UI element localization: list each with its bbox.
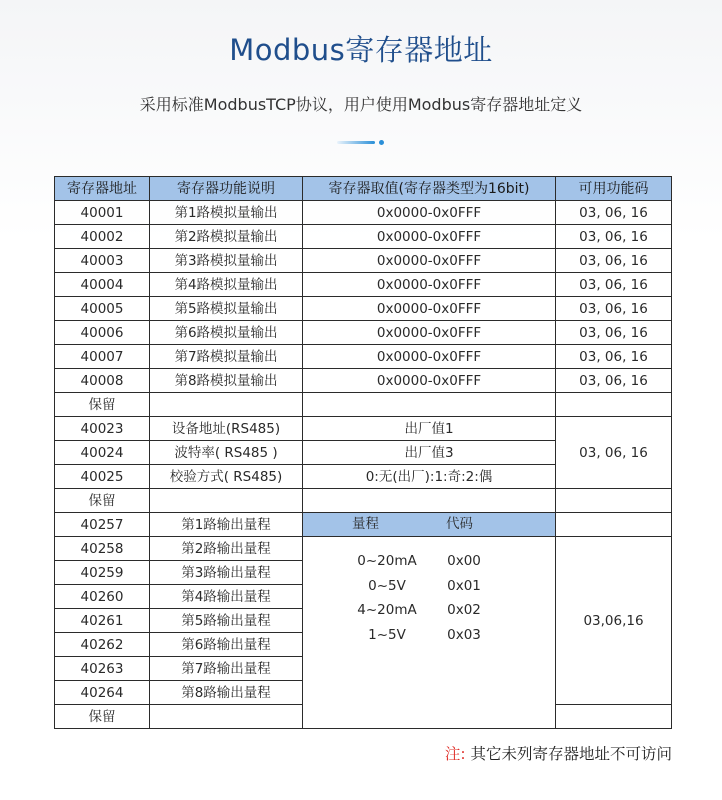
- cell-address: 40262: [55, 633, 150, 657]
- cell-desc: 第1路模拟量输出: [150, 201, 303, 225]
- cell-empty: [556, 393, 672, 417]
- table-row: [55, 297, 672, 321]
- cell-value: 出厂值1: [303, 417, 556, 441]
- cell-value: 0x0000-0x0FFF: [303, 273, 556, 297]
- range-code-list: [303, 537, 556, 729]
- reserved-row: [55, 393, 672, 417]
- cell-empty: [303, 393, 556, 417]
- footnote: [0, 742, 672, 764]
- cell-address: 40261: [55, 609, 150, 633]
- table-row: [55, 201, 672, 225]
- table-row: [55, 225, 672, 249]
- cell-desc: 第2路模拟量输出: [150, 225, 303, 249]
- cell-desc: 第7路输出量程: [150, 657, 303, 681]
- cell-desc: 第6路输出量程: [150, 633, 303, 657]
- cell-desc: 校验方式( RS485): [150, 465, 303, 489]
- decorative-accent-line: [337, 141, 375, 144]
- cell-value: 0x0000-0x0FFF: [303, 369, 556, 393]
- range-value: 4~20mA: [357, 602, 417, 618]
- register-table: [54, 176, 672, 729]
- cell-function-code: 03, 06, 16: [556, 321, 672, 345]
- cell-value: 0x0000-0x0FFF: [303, 249, 556, 273]
- table-row: [55, 345, 672, 369]
- cell-desc: 第6路模拟量输出: [150, 321, 303, 345]
- cell-address: 40025: [55, 465, 150, 489]
- cell-desc: 第8路模拟量输出: [150, 369, 303, 393]
- cell-address: 40005: [55, 297, 150, 321]
- cell-reserved: 保留: [55, 393, 150, 417]
- cell-address: 40263: [55, 657, 150, 681]
- cell-address: 40007: [55, 345, 150, 369]
- range-item: [303, 574, 555, 599]
- cell-empty: [303, 489, 556, 513]
- cell-empty: [150, 393, 303, 417]
- cell-address: 40002: [55, 225, 150, 249]
- range-item: [303, 623, 555, 648]
- cell-desc: 第8路输出量程: [150, 681, 303, 705]
- cell-desc: 波特率( RS485 ): [150, 441, 303, 465]
- range-subheader: [303, 513, 556, 537]
- cell-reserved: 保留: [55, 489, 150, 513]
- cell-desc: 第3路模拟量输出: [150, 249, 303, 273]
- cell-address: 40008: [55, 369, 150, 393]
- decorative-accent-dot: [379, 140, 384, 145]
- table-row: [55, 369, 672, 393]
- cell-desc: 第5路模拟量输出: [150, 297, 303, 321]
- cell-function-code: 03,06,16: [556, 537, 672, 705]
- cell-value: 0:无(出厂):1:奇:2:偶: [303, 465, 556, 489]
- cell-desc: 设备地址(RS485): [150, 417, 303, 441]
- cell-empty: [556, 489, 672, 513]
- cell-reserved: 保留: [55, 705, 150, 729]
- cell-address: 40006: [55, 321, 150, 345]
- cell-function-code: 03, 06, 16: [556, 225, 672, 249]
- cell-desc: 第5路输出量程: [150, 609, 303, 633]
- cell-desc: 第3路输出量程: [150, 561, 303, 585]
- cell-empty: [150, 489, 303, 513]
- cell-address: 40001: [55, 201, 150, 225]
- header-function: 寄存器功能说明: [150, 177, 303, 201]
- cell-address: 40264: [55, 681, 150, 705]
- page-subtitle: 采用标准ModbusTCP协议，用户使用Modbus寄存器地址定义: [139, 95, 583, 114]
- cell-function-code: 03, 06, 16: [556, 369, 672, 393]
- table-row: [55, 321, 672, 345]
- cell-desc: 第2路输出量程: [150, 537, 303, 561]
- cell-address: 40024: [55, 441, 150, 465]
- cell-address: 40260: [55, 585, 150, 609]
- cell-desc: 第4路输出量程: [150, 585, 303, 609]
- cell-function-code: 03, 06, 16: [556, 417, 672, 489]
- cell-address: 40258: [55, 537, 150, 561]
- footnote-text: 其它未列寄存器地址不可访问: [470, 745, 672, 763]
- header-function-code: 可用功能码: [556, 177, 672, 201]
- range-item: [303, 598, 555, 623]
- cell-value: 0x0000-0x0FFF: [303, 297, 556, 321]
- table-row: [55, 417, 672, 441]
- cell-value: 0x0000-0x0FFF: [303, 201, 556, 225]
- range-subheader-code: 代码: [446, 516, 473, 532]
- cell-function-code: 03, 06, 16: [556, 273, 672, 297]
- cell-empty: [556, 513, 672, 537]
- page-title: Modbus寄存器地址: [229, 33, 493, 67]
- range-code: 0x01: [447, 577, 481, 594]
- cell-function-code: 03, 06, 16: [556, 201, 672, 225]
- cell-value: 0x0000-0x0FFF: [303, 345, 556, 369]
- table-header-row: [55, 177, 672, 201]
- header-address: 寄存器地址: [55, 177, 150, 201]
- cell-desc: 第4路模拟量输出: [150, 273, 303, 297]
- range-value: 0~5V: [368, 577, 406, 594]
- cell-function-code: 03, 06, 16: [556, 297, 672, 321]
- cell-address: 40004: [55, 273, 150, 297]
- cell-value: 0x0000-0x0FFF: [303, 225, 556, 249]
- table-row: [55, 273, 672, 297]
- reserved-row: [55, 489, 672, 513]
- cell-address: 40259: [55, 561, 150, 585]
- range-value: 0~20mA: [357, 553, 417, 569]
- range-subheader-range: 量程: [352, 516, 379, 532]
- table-row: [55, 537, 672, 561]
- cell-address: 40003: [55, 249, 150, 273]
- footnote-mark: 注:: [444, 745, 466, 763]
- table-row: [55, 249, 672, 273]
- cell-value: 出厂值3: [303, 441, 556, 465]
- header-value: 寄存器取值(寄存器类型为16bit): [303, 177, 556, 201]
- cell-empty: [150, 705, 303, 729]
- range-code: 0x00: [447, 553, 481, 569]
- cell-address: 40023: [55, 417, 150, 441]
- cell-empty: [556, 705, 672, 729]
- cell-desc: 第7路模拟量输出: [150, 345, 303, 369]
- range-code: 0x02: [447, 602, 481, 618]
- cell-address: 40257: [55, 513, 150, 537]
- cell-function-code: 03, 06, 16: [556, 249, 672, 273]
- table-row: [55, 513, 672, 537]
- cell-function-code: 03, 06, 16: [556, 345, 672, 369]
- range-value: 1~5V: [368, 626, 406, 643]
- cell-desc: 第1路输出量程: [150, 513, 303, 537]
- range-code: 0x03: [447, 626, 481, 643]
- cell-value: 0x0000-0x0FFF: [303, 321, 556, 345]
- range-item: [303, 549, 555, 574]
